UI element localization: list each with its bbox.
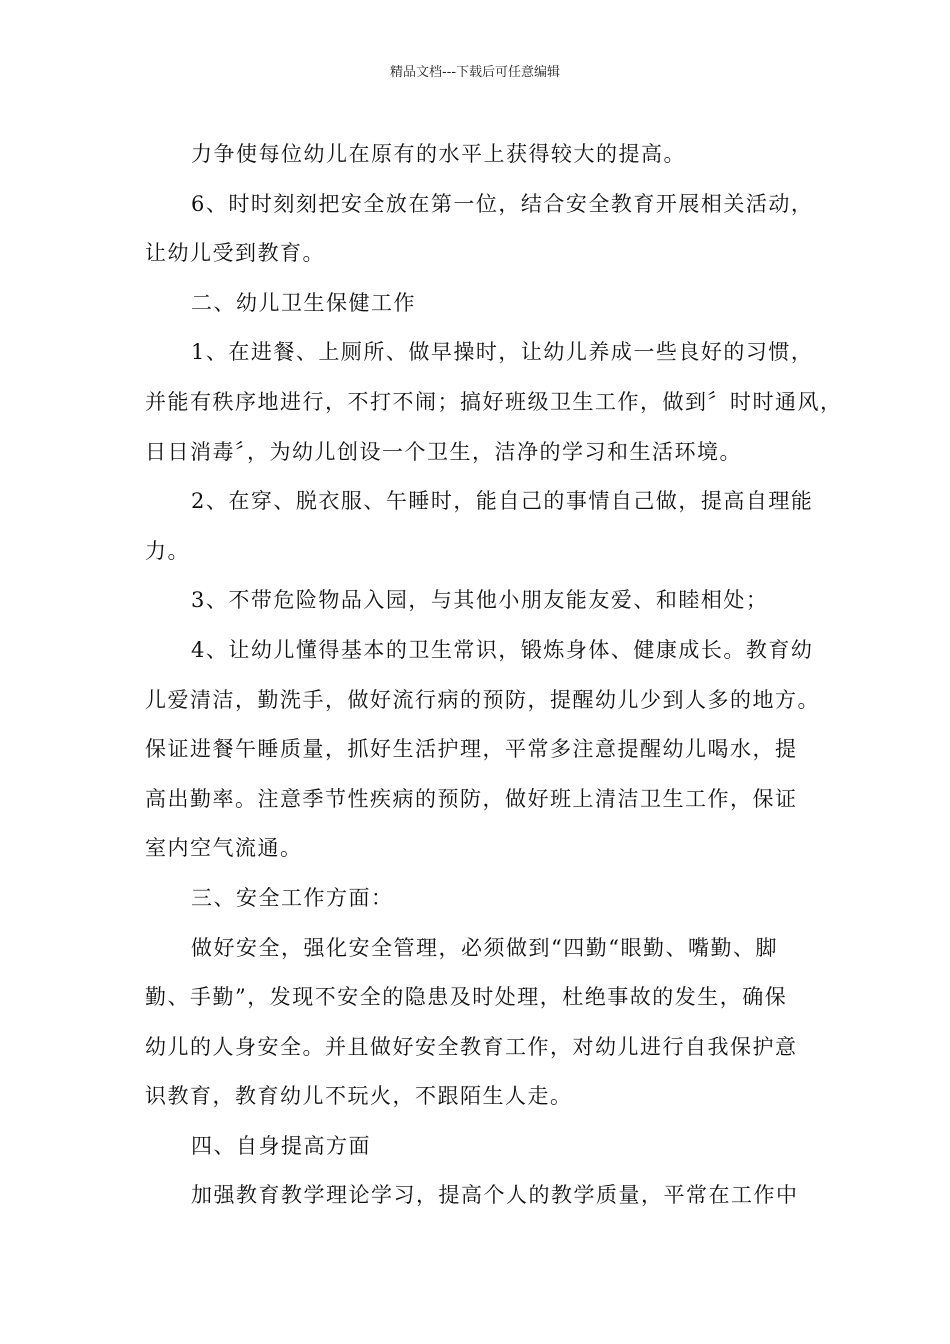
text-line: 1、在进餐、上厕所、做早操时，让幼儿养成一些良好的习惯， — [191, 340, 814, 365]
text-line: 幼儿的人身安全。并且做好安全教育工作，对幼儿进行自我保护意 — [145, 1034, 798, 1059]
text-line: 日日消毒〞，为幼儿创设一个卫生，洁净的学习和生活环境。 — [145, 439, 742, 464]
text-line: 2、在穿、脱衣服、午睡时，能自己的事情自己做，提高自理能 — [191, 489, 814, 514]
text-line: 识教育，教育幼儿不玩火，不跟陌生人走。 — [145, 1084, 573, 1109]
section-heading: 四、自身提高方面 — [191, 1133, 371, 1158]
section-heading: 二、幼儿卫生保健工作 — [191, 290, 416, 315]
text-line: 4、让幼儿懂得基本的卫生常识，锻炼身体、健康成长。教育幼 — [191, 637, 814, 662]
text-line: 高出勤率。注意季节性疾病的预防，做好班上清洁卫生工作，保证 — [145, 786, 798, 811]
text-line: 做好安全，强化安全管理，必须做到“四勤“眼勤、嘴勤、脚 — [191, 935, 778, 960]
text-line: 力争使每位幼儿在原有的水平上获得较大的提高。 — [191, 142, 686, 166]
text-line: 让幼儿受到教育。 — [145, 241, 325, 266]
text-line: 加强教育教学理论学习，提高个人的教学质量，平常在工作中 — [191, 1183, 799, 1208]
document-body — [145, 130, 843, 1221]
text-line: 室内空气流通。 — [145, 836, 303, 861]
section-heading: 三、安全工作方面： — [191, 885, 394, 910]
text-line: 儿爱清洁，勤洗手，做好流行病的预防，提醒幼儿少到人多的地方。 — [145, 687, 820, 712]
text-line: 3、不带危险物品入园，与其他小朋友能友爱、和睦相处； — [191, 588, 769, 613]
text-line: 并能有秩序地进行，不打不闹；搞好班级卫生工作，做到〞时时通风， — [145, 389, 843, 414]
text-line: 力。 — [145, 538, 190, 563]
page-header: 精品文档---下载后可任意编辑 — [389, 65, 561, 80]
text-line: 保证进餐午睡质量，抓好生活护理，平常多注意提醒幼儿喝水，提 — [145, 737, 798, 762]
text-line: 6、时时刻刻把安全放在第一位，结合安全教育开展相关活动， — [191, 191, 814, 216]
text-line: 勤、手勤”，发现不安全的隐患及时处理，杜绝事故的发生，确保 — [145, 985, 788, 1010]
